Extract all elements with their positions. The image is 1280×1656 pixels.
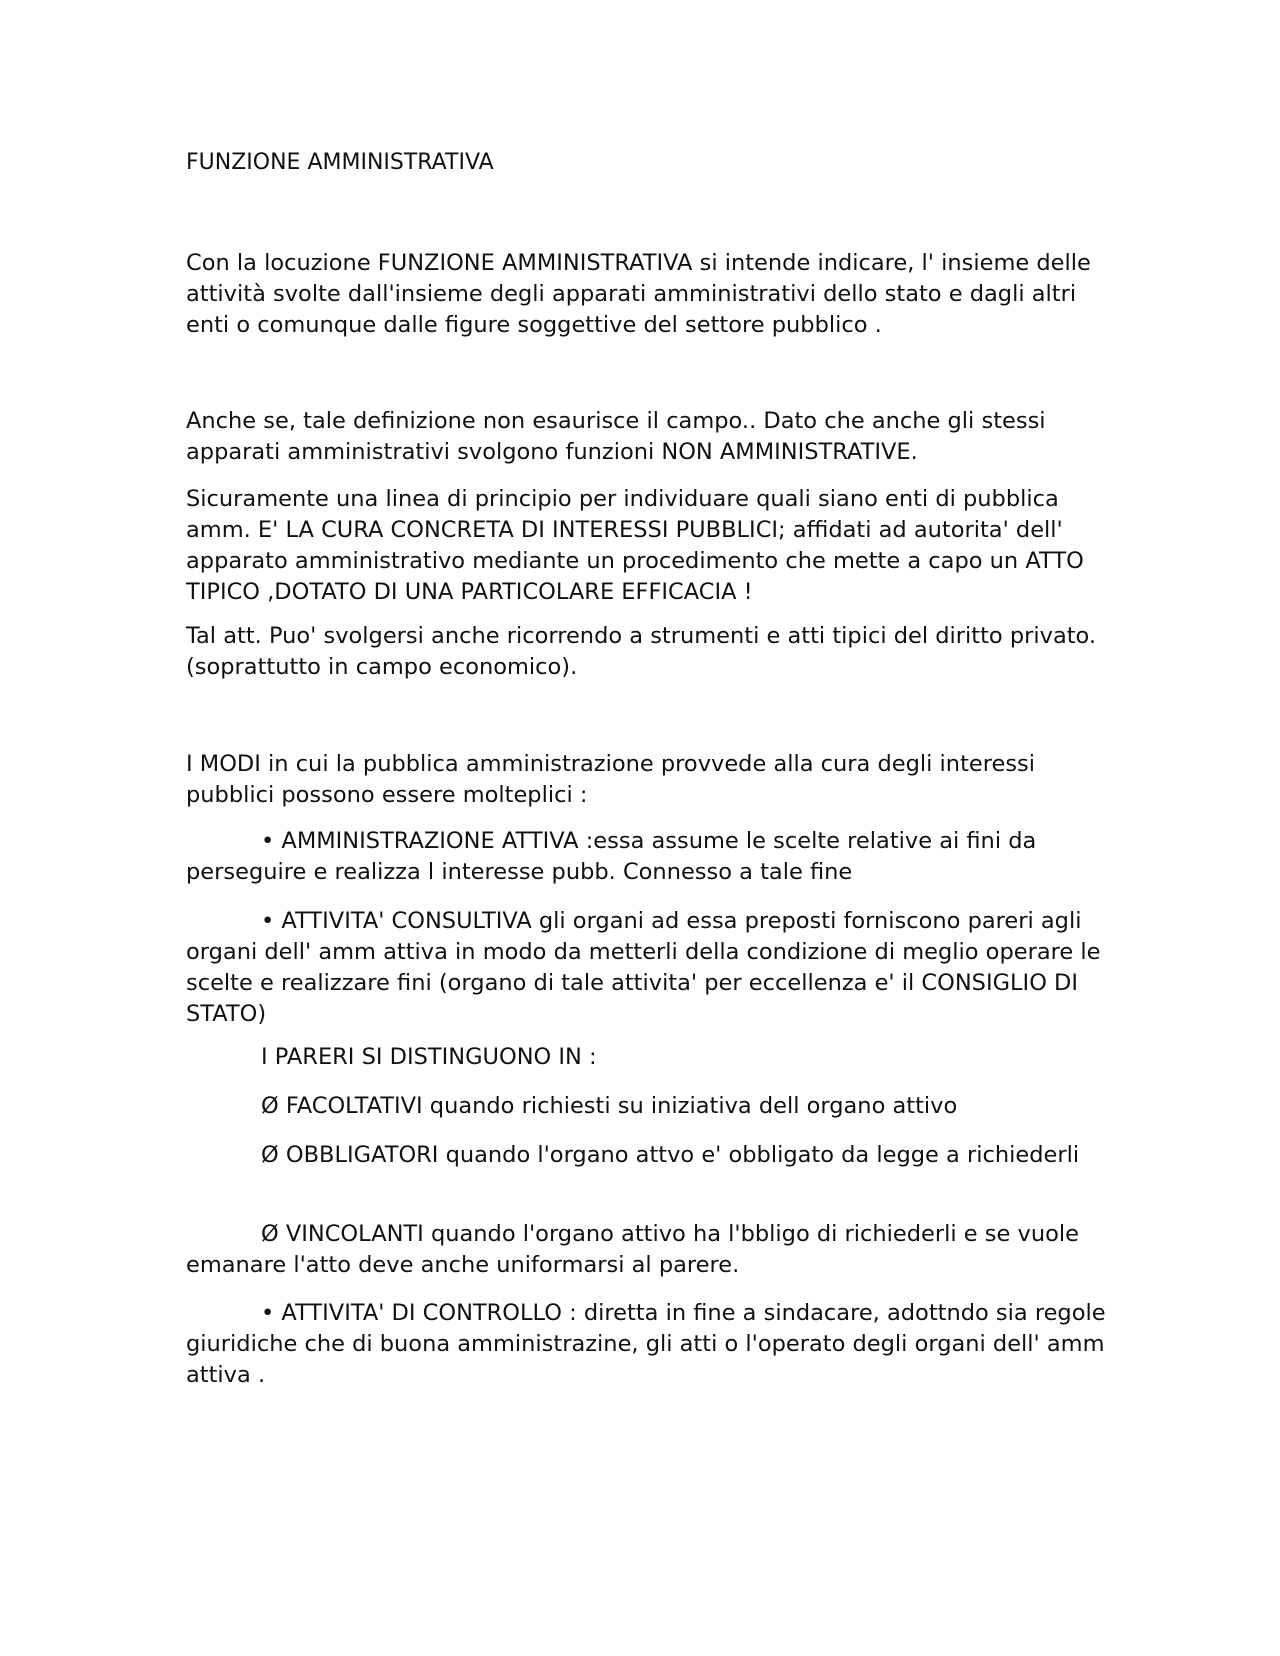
paragraph-definition: Con la locuzione FUNZIONE AMMINISTRATIVA si intende indicare, l' insieme delle attività svolte dall'insieme degli apparati amministrativi dello stato e dagli altri enti o comunque dalle figure soggettive del settore pubblico . <box>186 250 1091 338</box>
list-item-text: • ATTIVITA' CONSULTIVA gli organi ad essa preposti forniscono pareri agli organi dell' amm attiva in modo da metterli della condizione di meglio operare le scelte e realizzare fini (organo di tale attivita' per eccellenza e' il CONSIGLIO DI STATO) <box>186 908 1101 1027</box>
list-item-text: Ø OBBLIGATORI quando l'organo attvo e' obbligato da legge a richiederli <box>261 1142 1080 1168</box>
list-item-obbligatori <box>186 1140 1106 1171</box>
list-item-amministrazione-attiva <box>186 826 1106 888</box>
list-item-vincolanti <box>186 1219 1106 1281</box>
paragraph-principle: Sicuramente una linea di principio per individuare quali siano enti di pubblica amm. E' LA CURA CONCRETA DI INTERESSI PUBBLICI; affidati ad autorita' dell' apparato amministrativo mediante un procedimento che mette a capo un ATTO TIPICO ,DOTATO DI UNA PARTICOLARE EFFICACIA ! <box>186 486 1084 605</box>
list-item-text: Ø VINCOLANTI quando l'organo attivo ha l'bbligo di richiederli e se vuole emanare l'atto deve anche uniformarsi al parere. <box>186 1221 1079 1278</box>
list-item-text: • AMMINISTRAZIONE ATTIVA :essa assume le scelte relative ai fini da perseguire e realizza l interesse pubb. Connesso a tale fine <box>186 828 1037 885</box>
paragraph-private-tools: Tal att. Puo' svolgersi anche ricorrendo a strumenti e atti tipici del diritto privato.(soprattutto in campo economico). <box>186 623 1097 680</box>
list-item-text: Ø FACOLTATIVI quando richiesti su iniziativa dell organo attivo <box>261 1093 958 1119</box>
list-item-attivita-consultiva <box>186 906 1106 1030</box>
list-item-text: • ATTIVITA' DI CONTROLLO : diretta in fine a sindacare, adottndo sia regole giuridiche che di buona amministrazine, gli atti o l'operato degli organi dell' amm attiva . <box>186 1300 1106 1388</box>
paragraph-modes: I MODI in cui la pubblica amministrazione provvede alla cura degli interessi pubblici possono essere molteplici : <box>186 751 1036 808</box>
list-item-attivita-controllo <box>186 1298 1106 1391</box>
subheading-pareri <box>186 1042 1106 1073</box>
document-title: FUNZIONE AMMINISTRATIVA <box>186 150 494 175</box>
paragraph-limits: Anche se, tale definizione non esaurisce il campo.. Dato che anche gli stessi apparati amministrativi svolgono funzioni NON AMMINISTRATIVE. <box>186 408 1046 465</box>
subheading-text: I PARERI SI DISTINGUONO IN : <box>261 1044 597 1070</box>
list-item-facoltativi <box>186 1091 1106 1122</box>
